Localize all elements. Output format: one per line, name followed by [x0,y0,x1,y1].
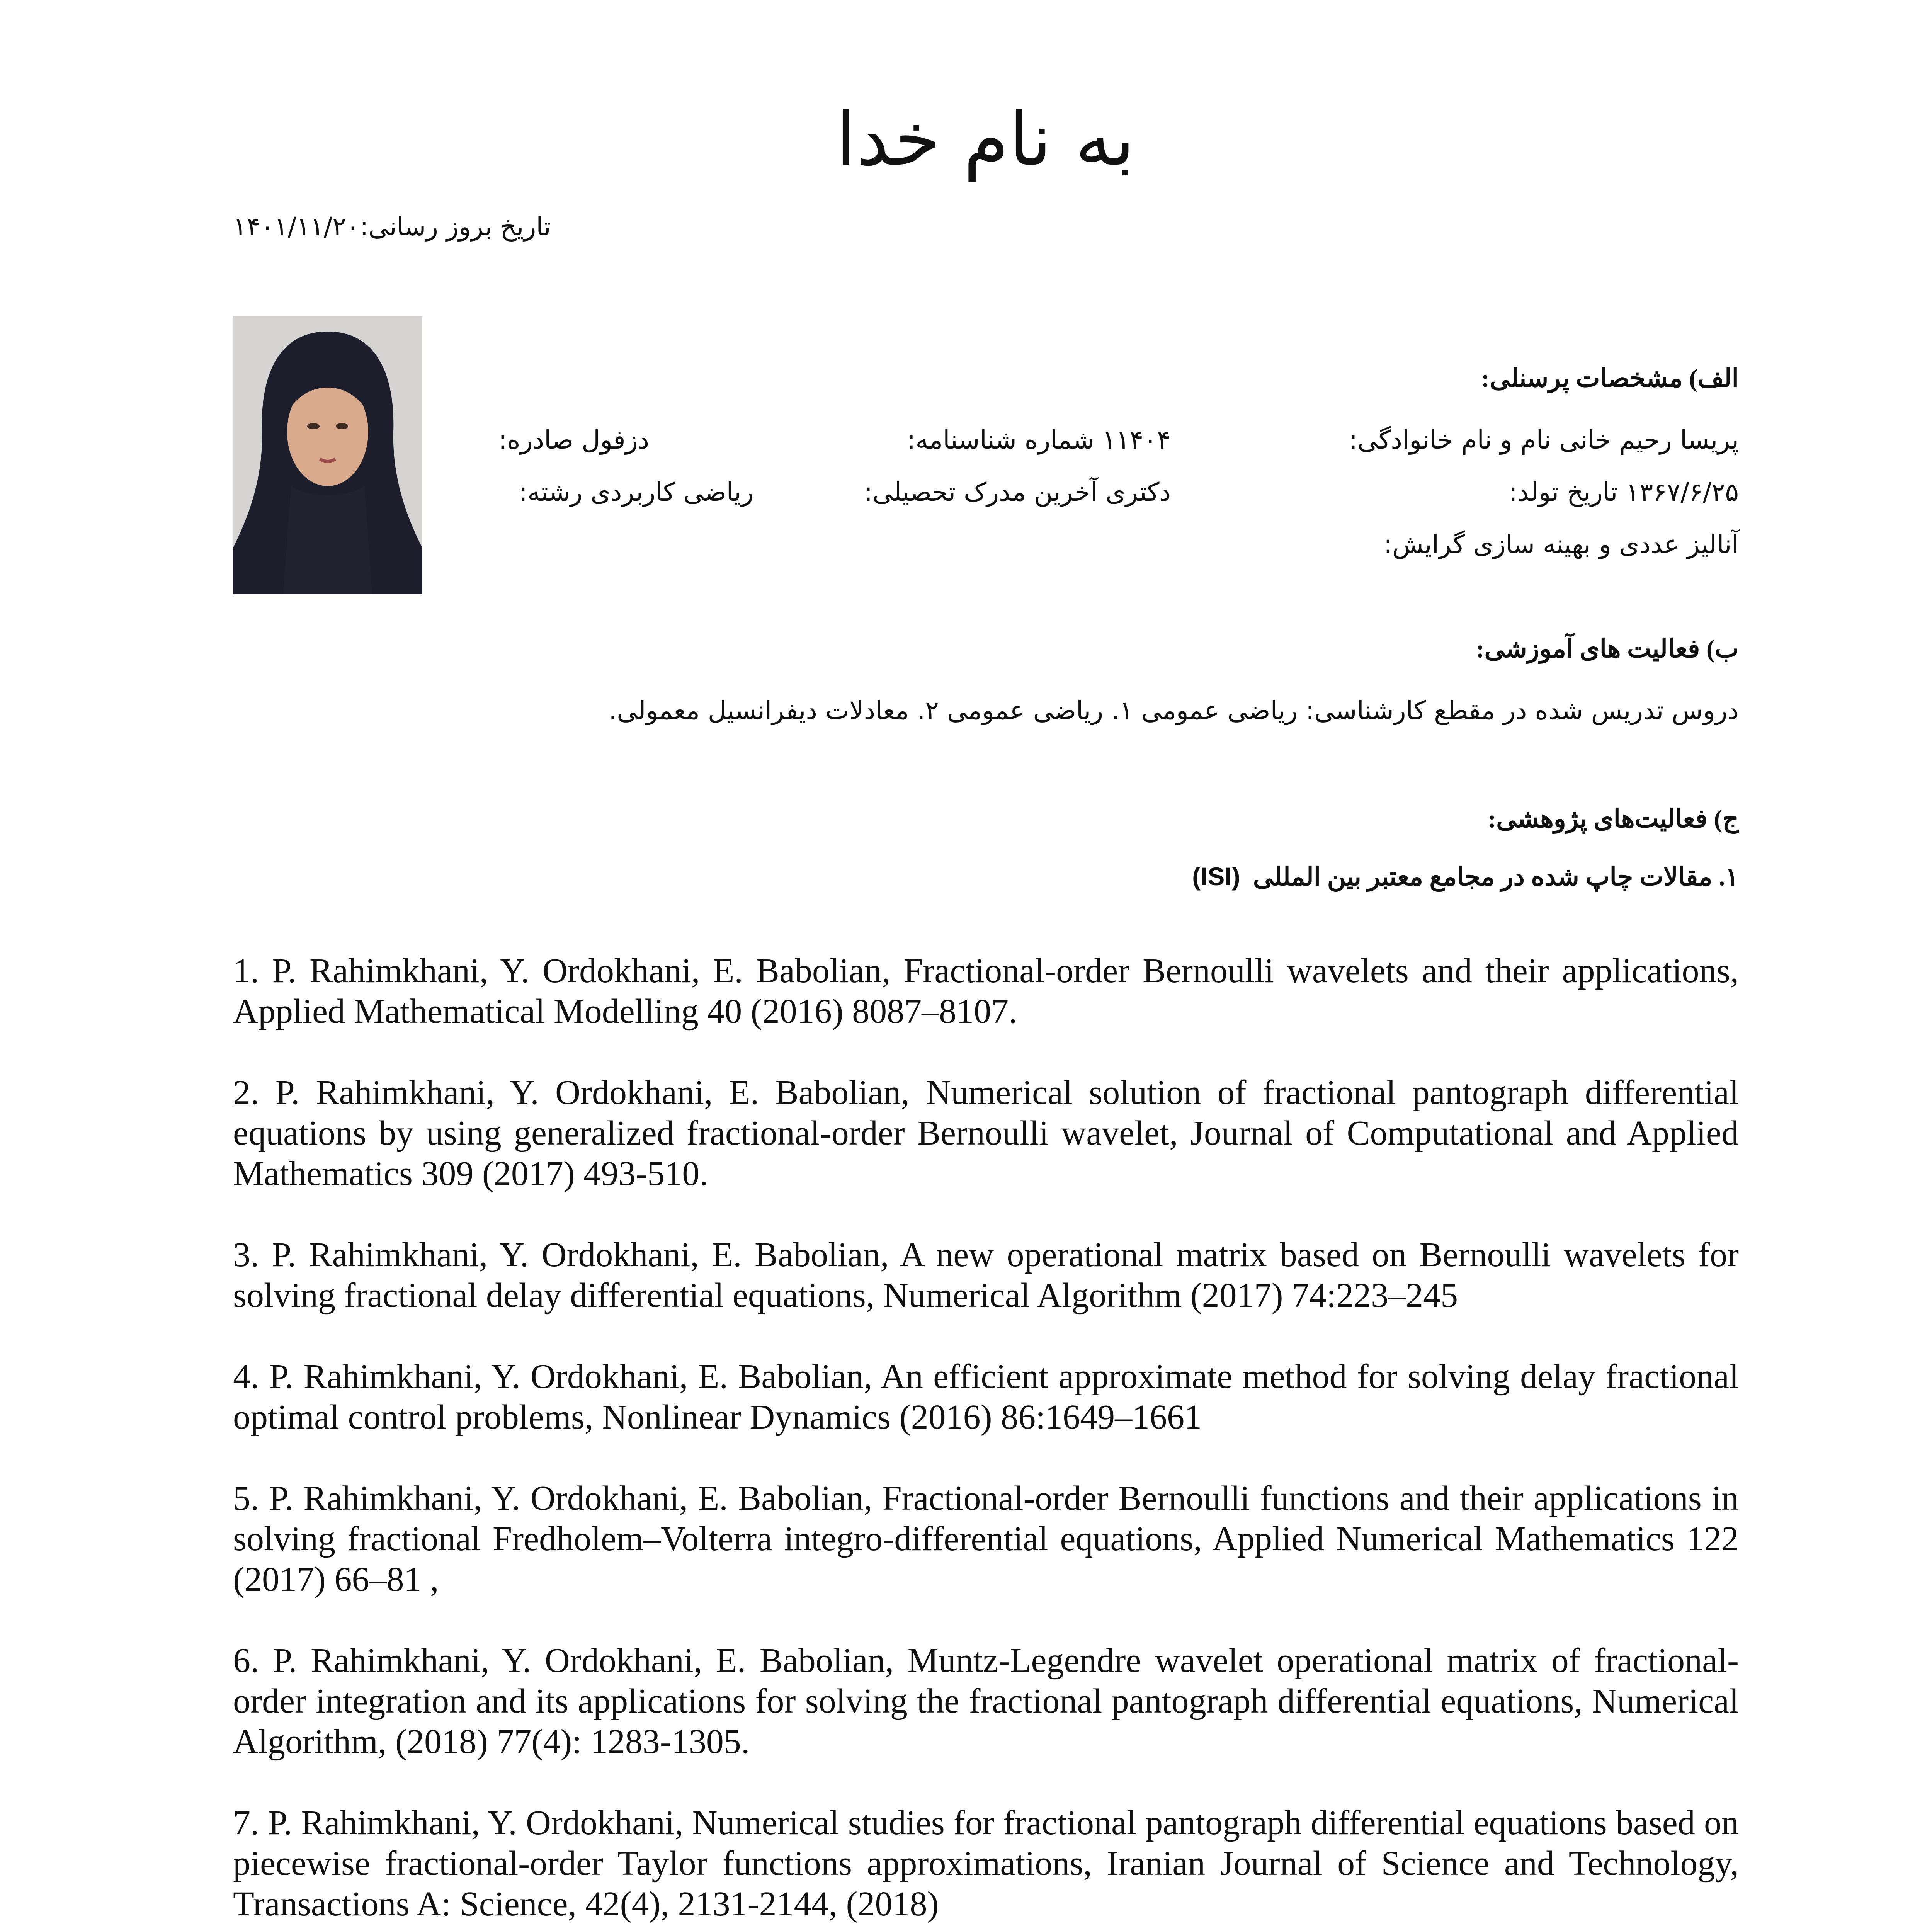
update-date-value: ۱۴۰۱/۱۱/۲۰ [233,212,360,242]
research-heading: ج) فعالیت‌های پژوهشی: [1488,805,1739,833]
reference-item: 3. P. Rahimkhani, Y. Ordokhani, E. Babolian, A new operational matrix based on Bernoulli wavelets for solving fractional delay differential equations, Numerical Algorithm (2017) 74:223–245 [233,1236,1739,1315]
degree-field [864,477,1171,507]
id-label: شماره شناسنامه: [907,425,1094,455]
update-date-line [233,212,581,242]
isi-subheading [1192,862,1739,892]
page-title: به نام خدا [836,97,1135,182]
reference-item: 1. P. Rahimkhani, Y. Ordokhani, E. Babolian, Fractional-order Bernoulli wavelets and their applications, Applied Mathematical Modelling 40 (2016) 8087–8107. [233,952,1739,1031]
field-of-study [519,477,753,507]
degree-value: دکتری [1105,477,1171,507]
name-value: پریسا رحیم خانی [1559,425,1739,455]
issued-label: صادره: [498,425,574,455]
name-label: نام و نام خانوادگی: [1349,425,1551,455]
profile-photo [233,316,422,594]
major-value: آنالیز عددی و بهینه سازی [1473,529,1739,559]
birth-field [1509,477,1739,507]
isi-subheading-text: ۱. مقالات چاپ شده در مجامع معتبر بین المللی [1253,863,1739,891]
reference-item: 5. P. Rahimkhani, Y. Ordokhani, E. Babolian, Fractional-order Bernoulli functions and their applications in solving fractional Fredholem–Volterra integro-differential equations, Applied Numerical Mathematics 122 (2017) 66–81 , [233,1479,1739,1599]
field-value: ریاضی کاربردی [590,477,753,507]
birth-value: ۱۳۶۷/۶/۲۵ [1626,477,1739,507]
reference-item: 2. P. Rahimkhani, Y. Ordokhani, E. Babolian, Numerical solution of fractional pantograph differential equations by using generalized fractional-order Bernoulli wavelet, Journal of Computational and Applied Mathematics 309 (2017) 493-510. [233,1073,1739,1193]
id-value: ۱۱۴۰۴ [1102,425,1171,455]
id-field [907,425,1171,455]
major-label: گرایش: [1384,529,1465,559]
field-label: رشته: [519,477,583,507]
degree-label: آخرین مدرک تحصیلی: [864,477,1098,507]
issued-value: دزفول [582,425,649,455]
name-field [1349,425,1739,455]
teaching-heading: ب) فعالیت های آموزشی: [1476,635,1739,663]
reference-item: 7. P. Rahimkhani, Y. Ordokhani, Numerical studies for fractional pantograph differential equations based on piecewise fractional-order Taylor functions approximations, Iranian Journal of Science and Technology, Transactions A: Science, 42(4), 2131-2144, (2018) [233,1804,1739,1923]
birth-label: تاریخ تولد: [1509,477,1618,507]
personal-heading: الف) مشخصات پرسنلی: [1481,364,1739,393]
teaching-text: دروس تدریس شده در مقطع کارشناسی: ریاضی عمومی ۱. ریاضی عمومی ۲. معادلات دیفرانسیل معمولی. [609,696,1739,725]
update-date-label: تاریخ بروز رسانی: [360,212,551,242]
reference-item: 6. P. Rahimkhani, Y. Ordokhani, E. Babolian, Muntz-Legendre wavelet operational matrix of fractional-order integration and its applications for solving the fractional pantograph differential equations, Numerical Algorithm, (2018) 77(4): 1283-1305. [233,1641,1739,1761]
reference-item: 4. P. Rahimkhani, Y. Ordokhani, E. Babolian, An efficient approximate method for solving delay fractional optimal control problems, Nonlinear Dynamics (2016) 86:1649–1661 [233,1357,1739,1436]
major-field [1384,529,1739,559]
isi-subheading-tag: (ISI) [1192,862,1240,891]
issued-field [498,425,649,455]
